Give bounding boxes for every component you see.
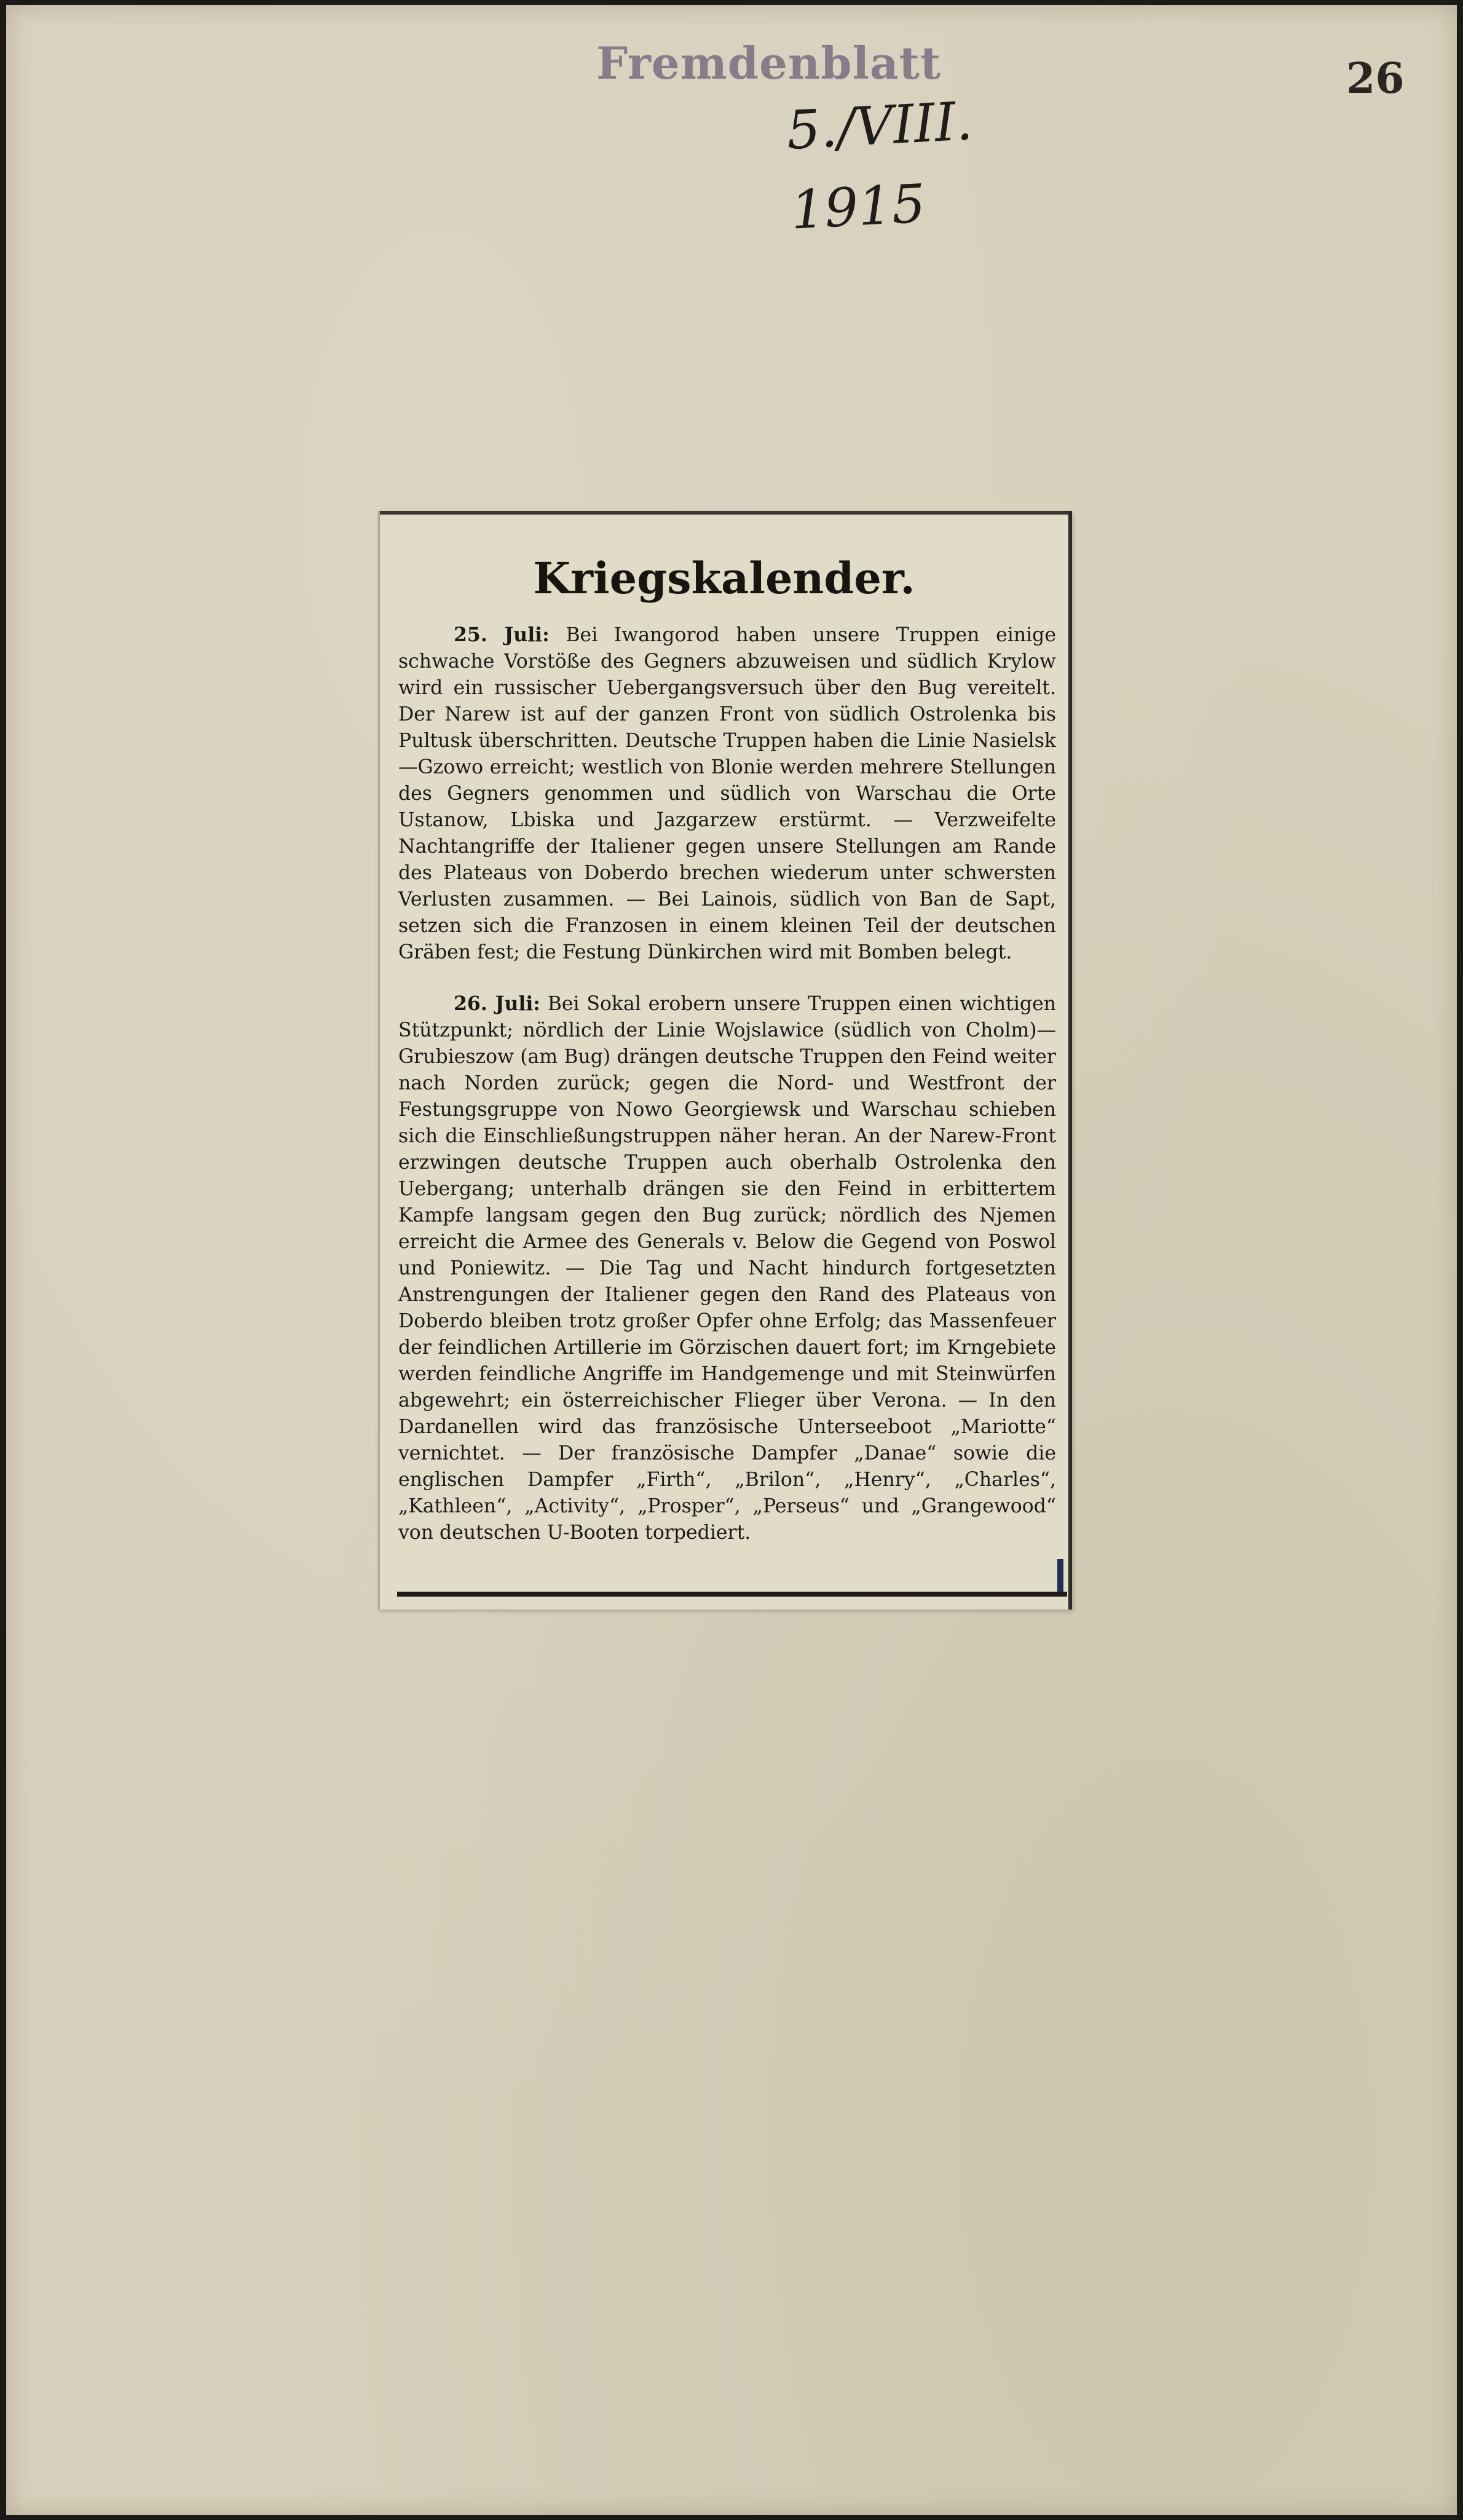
ink-mark [1057, 1559, 1063, 1596]
calendar-entry [398, 990, 1056, 1556]
entry-date: 25. Juli: [454, 623, 550, 646]
entry-text: Bei Sokal erobern unsere Truppen einen wichtigen Stützpunkt; nördlich der Linie Wojslawice (südlich von Cholm)—Grubieszow (am Bug) drängen deutsche Truppen den Feind weiter nach Norden zurück; gegen die Nord- und Westfront der Festungsgruppe von Nowo Georgiewsk und Warschau schieben sich die Einschließungstruppen näher heran. An der Narew-Front erzwingen deutsche Truppen auch oberhalb Ostrolenka den Uebergang; unterhalb drängen sie den Feind in erbittertem Kampfe langsam gegen den Bug zurück; nördlich des Njemen erreicht die Armee des Generals v. Below die Gegend von Poswol und Poniewitz. — Die Tag und Nacht hindurch fortgesetzten Anstrengungen der Italiener gegen den Rand des Plateaus von Doberdo bleiben trotz großer Opfer ohne Erfolg; das Massenfeuer der feindlichen Artillerie im Görzischen dauert fort; im Krngebiete werden feindliche Angriffe im Handgemenge und mit Steinwürfen abgewehrt; ein österreichischer Flieger über Verona. — In den Dardanellen wird das französische Unterseeboot „Mariotte“ vernichtet. — Der französische Dampfer „Danae“ sowie die englischen Dampfer „Firth“, „Brilon“, „Henry“, „Charles“, „Kathleen“, „Activity“, „Prosper“, „Perseus“ und „Grangewood“ von deutschen U-Booten torpediert. [398, 993, 1057, 1544]
clipping-top-edge [380, 511, 1068, 515]
clipping-headline: Kriegskalender. [533, 553, 915, 604]
page-number: 26 [1346, 54, 1405, 103]
source-stamp: Fremdenblatt [596, 37, 942, 89]
entry-text: Bei Iwangorod haben unsere Truppen einige schwache Vorstöße des Gegners abzuweisen und südlich Krylow wird ein russischer Uebergangsversuch über den Bug vereitelt. Der Narew ist auf der ganzen Front von südlich Ostrolenka bis Pultusk überschritten. Deutsche Truppen haben die Linie Nasielsk—Gzowo erreicht; westlich von Blonie werden mehrere Stellungen des Gegners genommen und südlich von Warschau die Orte Ustanow, Lbiska und Jazgarzew erstürmt. — Verzweifelte Nachtangriffe der Italiener gegen unsere Stellungen am Rande des Plateaus von Doberdo brechen wiederum unter schwersten Verlusten zusammen. — Bei Lainois, südlich von Ban de Sapt, setzen sich die Franzosen in einem kleinen Teil der deutschen Gräben fest; die Festung Dünkirchen wird mit Bomben belegt. [398, 624, 1056, 963]
newspaper-clipping [378, 511, 1072, 1610]
clipping-bottom-rule [397, 1592, 1067, 1597]
archive-sheet [6, 5, 1457, 2515]
calendar-entry [398, 622, 1056, 978]
entry-date: 26. Juli: [454, 992, 540, 1015]
handwritten-date: 5./VIII. 1915 [785, 90, 974, 242]
